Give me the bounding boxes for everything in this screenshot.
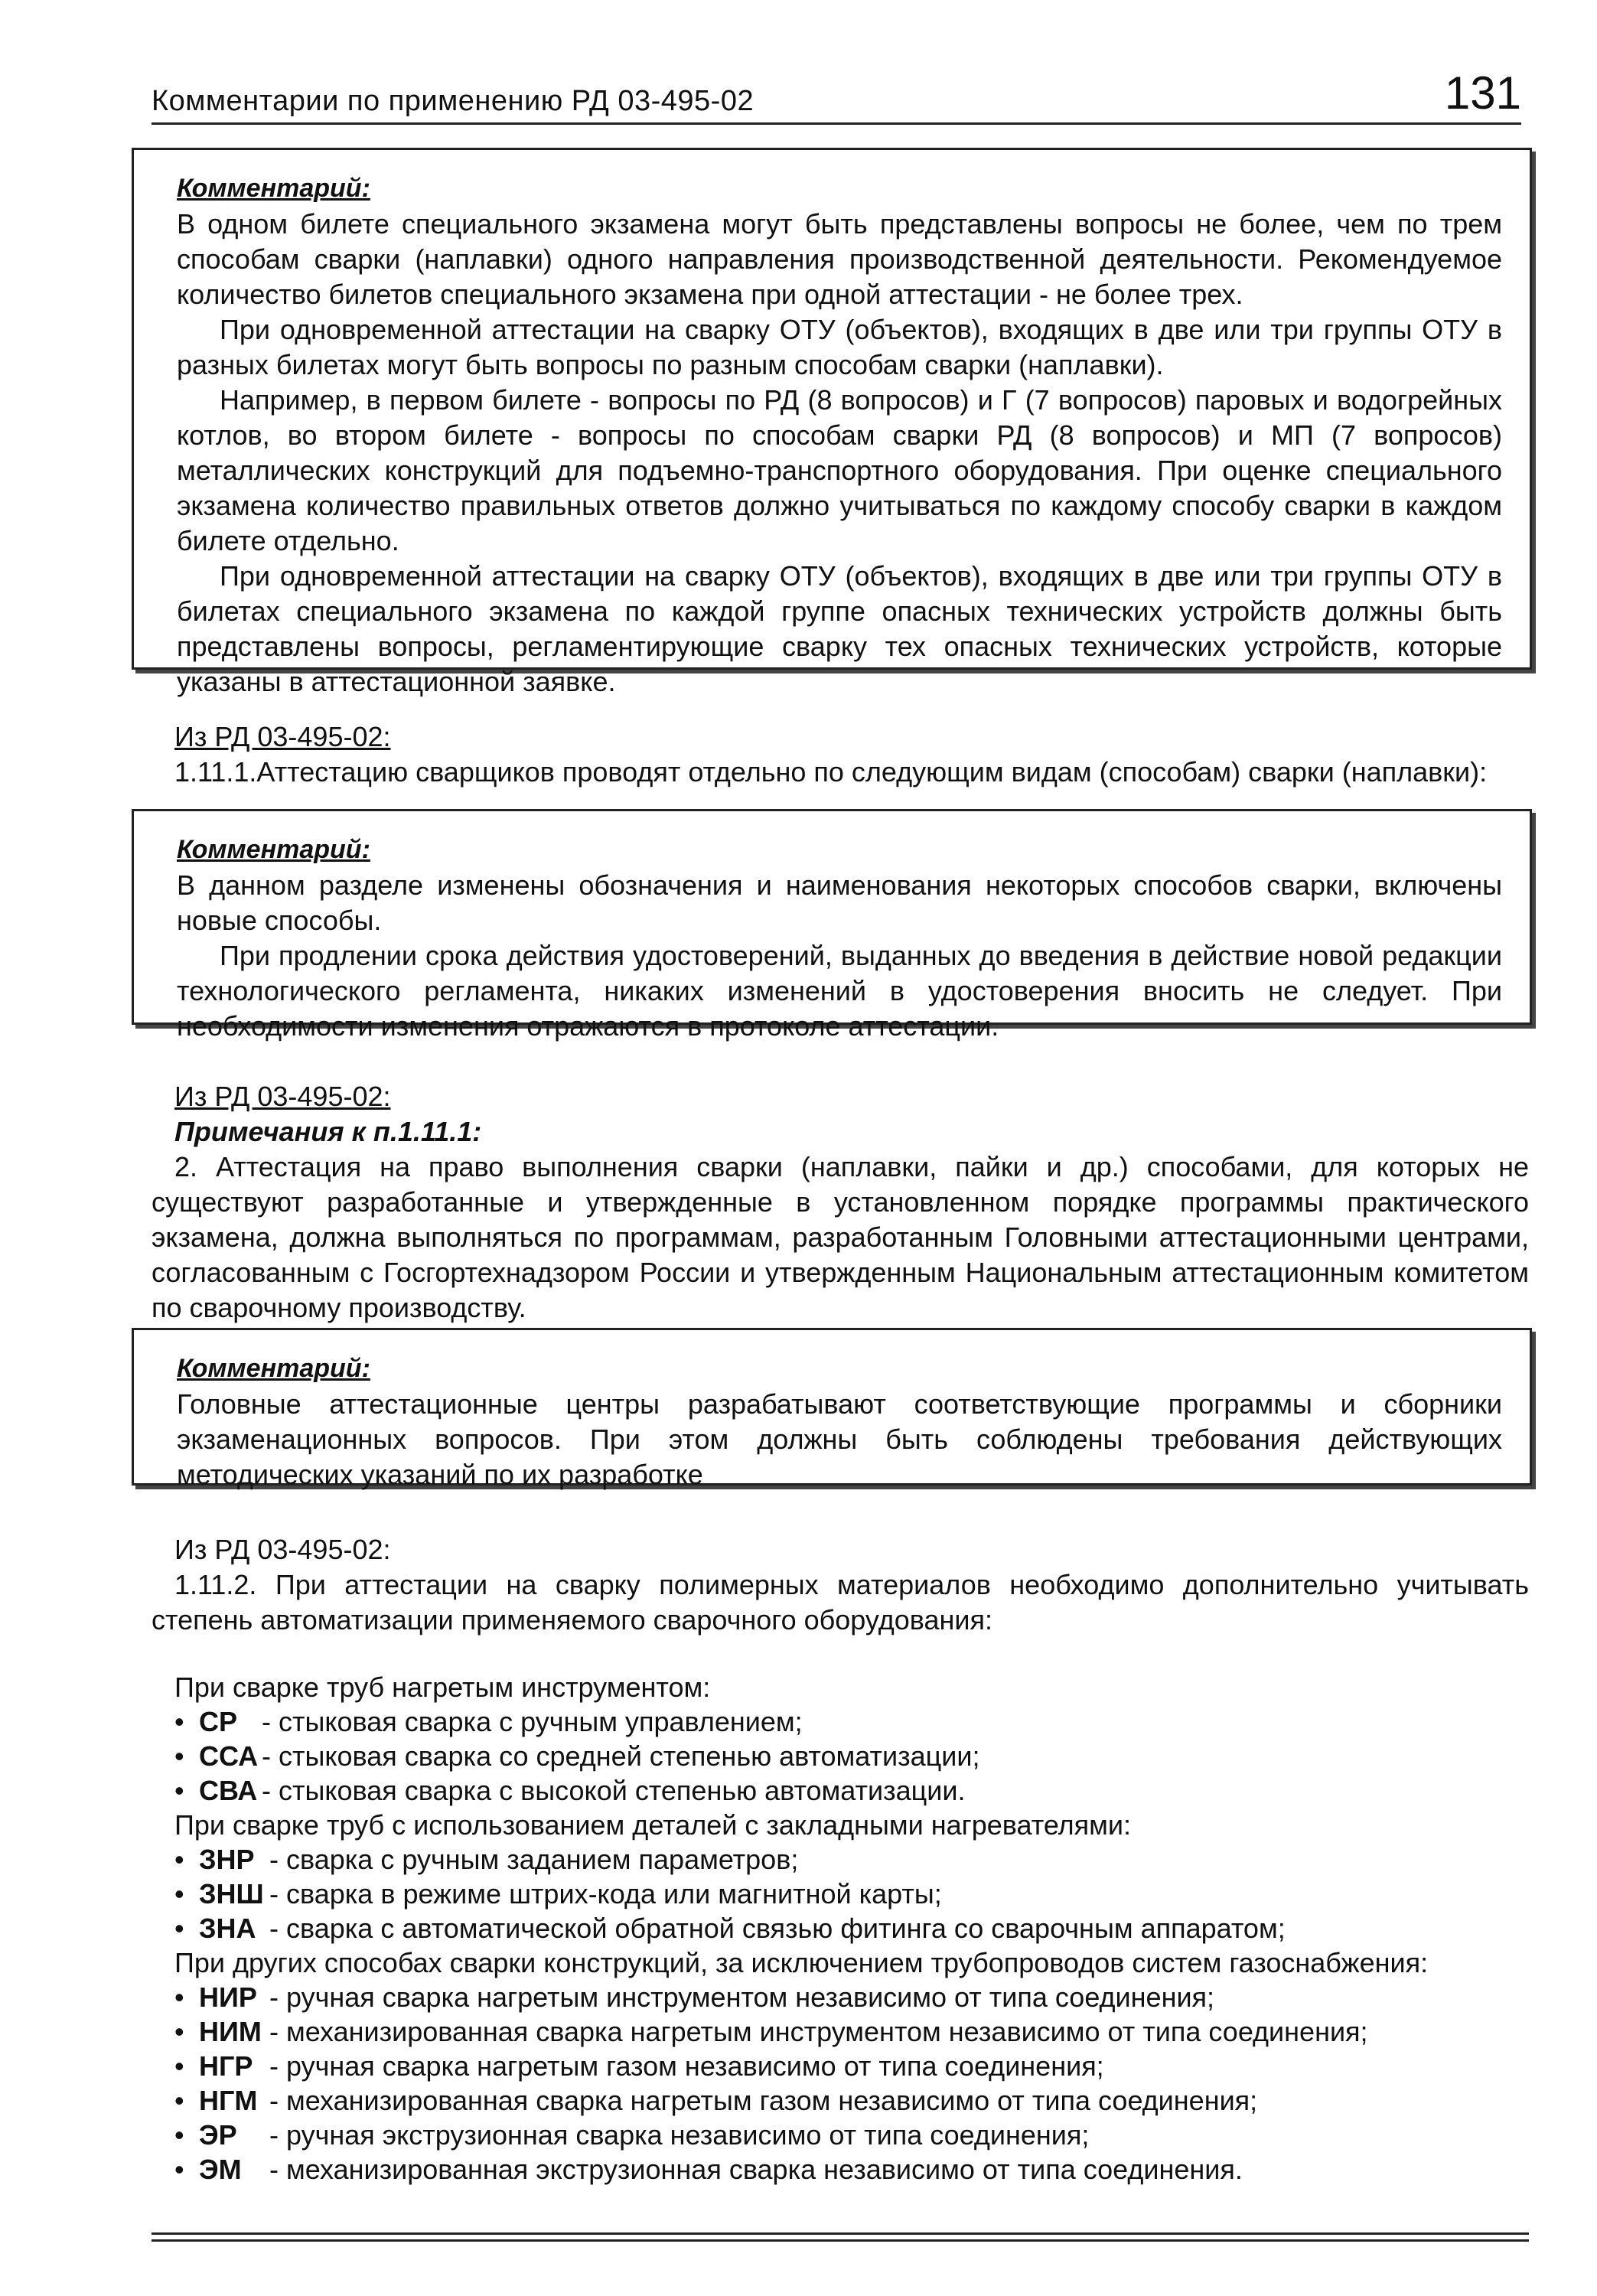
comment-box-2 bbox=[132, 809, 1532, 1042]
bullet-icon: • bbox=[174, 2016, 184, 2047]
method-description: - сварка с ручным заданием параметров; bbox=[269, 1844, 799, 1875]
method-code: ЭМ bbox=[199, 2154, 242, 2185]
excerpt-paragraph: 2. Аттестация на право выполнения сварки (наплавки, пайки и др.) способами, для которых не существуют разработанные и утвержденные в установленном порядке программы практического экзамена, должна выполняться по программам, разработанным Головными аттестационными центрами, согласованным с Госгортехнадзором России и утвержденным Национальным аттестационным комитетом по сварочному производству. bbox=[152, 1151, 1529, 1323]
excerpt-1 bbox=[152, 755, 1529, 790]
method-description: - ручная сварка нагретым газом независимо от типа соединения; bbox=[269, 2050, 1104, 2082]
source-label: Из РД 03-495-02: bbox=[174, 721, 391, 752]
method-list-3 bbox=[152, 1980, 1529, 2187]
source-reference-1 bbox=[174, 719, 391, 755]
source-reference-2 bbox=[174, 1079, 391, 1114]
method-code: ЗНШ bbox=[199, 1878, 264, 1910]
method-description: - сварка в режиме штрих-кода или магнитной карты; bbox=[269, 1878, 942, 1910]
header-title: Комментарии по применению РД 03-495-02 bbox=[152, 85, 755, 117]
method-description: - стыковая сварка со средней степенью автоматизации; bbox=[262, 1740, 980, 1772]
comment-paragraph: В одном билете специального экзамена могут быть представлены вопросы не более, чем по трем способам сварки (наплавки) одного направления производственной деятельности. Рекомендуемое количество билетов специального экзамена при одной аттестации - не более трех. bbox=[177, 208, 1502, 310]
method-description: - ручная сварка нагретым инструментом независимо от типа соединения; bbox=[269, 1981, 1215, 2013]
excerpt-3 bbox=[152, 1567, 1529, 1638]
method-description: - стыковая сварка с ручным управлением; bbox=[262, 1706, 803, 1737]
comment-paragraph: При одновременной аттестации на сварку ОТУ (объектов), входящих в две или три группы ОТУ в билетах специального экзамена по каждой группе опасных технических устройств должны быть представлены вопросы, регламентирующие сварку тех опасных технических устройств, которые указаны в аттестационной заявке. bbox=[177, 560, 1502, 697]
method-description: - механизированная сварка нагретым газом независимо от типа соединения; bbox=[269, 2085, 1258, 2116]
method-group-lead: При сварке труб нагретым инструментом: bbox=[174, 1671, 711, 1703]
list-item bbox=[152, 1773, 1529, 1808]
bullet-icon: • bbox=[174, 1844, 184, 1875]
method-code: НГР bbox=[199, 2050, 253, 2082]
bullet-icon: • bbox=[174, 1775, 184, 1806]
page-number: 131 bbox=[1444, 67, 1521, 119]
comment-box-1 bbox=[132, 148, 1532, 697]
bullet-icon: • bbox=[174, 1913, 184, 1944]
comment-paragraph: При одновременной аттестации на сварку ОТУ (объектов), входящих в две или три группы ОТУ в разных билетах могут быть вопросы по разным способам сварки (наплавки). bbox=[177, 314, 1502, 380]
bullet-icon: • bbox=[174, 1706, 184, 1737]
bullet-icon: • bbox=[174, 2085, 184, 2116]
method-code: ЗНА bbox=[199, 1913, 256, 1944]
list-item bbox=[152, 2083, 1529, 2118]
running-header bbox=[152, 66, 1521, 122]
list-item bbox=[152, 1877, 1529, 1911]
method-description: - механизированная экструзионная сварка независимо от типа соединения. bbox=[269, 2154, 1243, 2185]
source-label: Из РД 03-495-02: bbox=[174, 1534, 391, 1565]
header-rule bbox=[152, 122, 1521, 125]
list-item bbox=[152, 2118, 1529, 2152]
method-code: СР bbox=[199, 1706, 238, 1737]
excerpt-paragraph: 1.11.1.Аттестацию сварщиков проводят отдельно по следующим видам (способам) сварки (наплавки): bbox=[174, 756, 1488, 788]
note-title: Примечания к п.1.11.1: bbox=[174, 1116, 482, 1147]
bullet-icon: • bbox=[174, 2050, 184, 2082]
method-code: НИМ bbox=[199, 2016, 262, 2047]
bullet-icon: • bbox=[174, 1740, 184, 1772]
method-group-lead: При других способах сварки конструкций, за исключением трубопроводов систем газоснабжения: bbox=[174, 1947, 1429, 1978]
method-description: - стыковая сварка с высокой степенью автоматизации. bbox=[262, 1775, 966, 1806]
method-code: ЗНР bbox=[199, 1844, 255, 1875]
method-list-1 bbox=[152, 1704, 1529, 1808]
bullet-icon: • bbox=[174, 1878, 184, 1910]
list-item bbox=[152, 2049, 1529, 2083]
list-item bbox=[152, 1739, 1529, 1773]
method-code: НГМ bbox=[199, 2085, 258, 2116]
comment-heading: Комментарий: bbox=[177, 1354, 370, 1383]
method-description: - ручная экструзионная сварка независимо от типа соединения; bbox=[269, 2119, 1090, 2151]
bullet-icon: • bbox=[174, 2119, 184, 2151]
source-reference-3 bbox=[174, 1532, 391, 1567]
bullet-icon: • bbox=[174, 2154, 184, 2185]
method-code: НИР bbox=[199, 1981, 257, 2013]
comment-paragraph: В данном разделе изменены обозначения и наименования некоторых способов сварки, включены новые способы. bbox=[177, 869, 1502, 936]
method-list-2 bbox=[152, 1842, 1529, 1945]
comment-paragraph: При продлении срока действия удостоверений, выданных до введения в действие новой редакции технологического регламента, никаких изменений в удостоверения вносить не следует. При необходимости изменения отражаются в протоколе аттестации. bbox=[177, 940, 1502, 1042]
excerpt-paragraph: 1.11.2. При аттестации на сварку полимерных материалов необходимо дополнительно учитывать степень автоматизации применяемого сварочного оборудования: bbox=[152, 1569, 1529, 1636]
list-item bbox=[152, 2014, 1529, 2049]
excerpt-2 bbox=[152, 1150, 1529, 1326]
source-label: Из РД 03-495-02: bbox=[174, 1081, 391, 1112]
bullet-icon: • bbox=[174, 1981, 184, 2013]
comment-paragraph: Например, в первом билете - вопросы по РД (8 вопросов) и Г (7 вопросов) паровых и водогрейных котлов, во втором билете - вопросы по способам сварки РД (8 вопросов) и МП (7 вопросов) металлических конструкций для подъемно-транспортного оборудования. При оценке специального экзамена количество правильных ответов должно учитываться по каждому способу сварки в каждом билете отдельно. bbox=[177, 384, 1502, 556]
list-item bbox=[152, 1980, 1529, 2014]
method-group-lead: При сварке труб с использованием деталей с закладными нагревателями: bbox=[174, 1809, 1132, 1841]
list-item bbox=[152, 2152, 1529, 2187]
list-item bbox=[152, 1704, 1529, 1739]
method-code: СВА bbox=[199, 1775, 258, 1806]
comment-paragraph: Головные аттестационные центры разрабатывают соответствующие программы и сборники экзаменационных вопросов. При этом должны быть соблюдены требования действующих методических указаний по их разработке bbox=[177, 1388, 1502, 1490]
comment-box-3 bbox=[132, 1328, 1532, 1490]
list-item bbox=[152, 1842, 1529, 1877]
comment-heading: Комментарий: bbox=[177, 174, 370, 203]
method-code: ЭР bbox=[199, 2119, 237, 2151]
footer-rule bbox=[152, 2232, 1529, 2235]
welding-methods bbox=[152, 1670, 1529, 2187]
method-description: - механизированная сварка нагретым инструментом независимо от типа соединения; bbox=[269, 2016, 1368, 2047]
comment-heading: Комментарий: bbox=[177, 835, 370, 864]
method-code: ССА bbox=[199, 1740, 259, 1772]
method-description: - сварка с автоматической обратной связью фитинга со сварочным аппаратом; bbox=[269, 1913, 1286, 1944]
list-item bbox=[152, 1911, 1529, 1945]
footer-rule bbox=[152, 2239, 1529, 2242]
